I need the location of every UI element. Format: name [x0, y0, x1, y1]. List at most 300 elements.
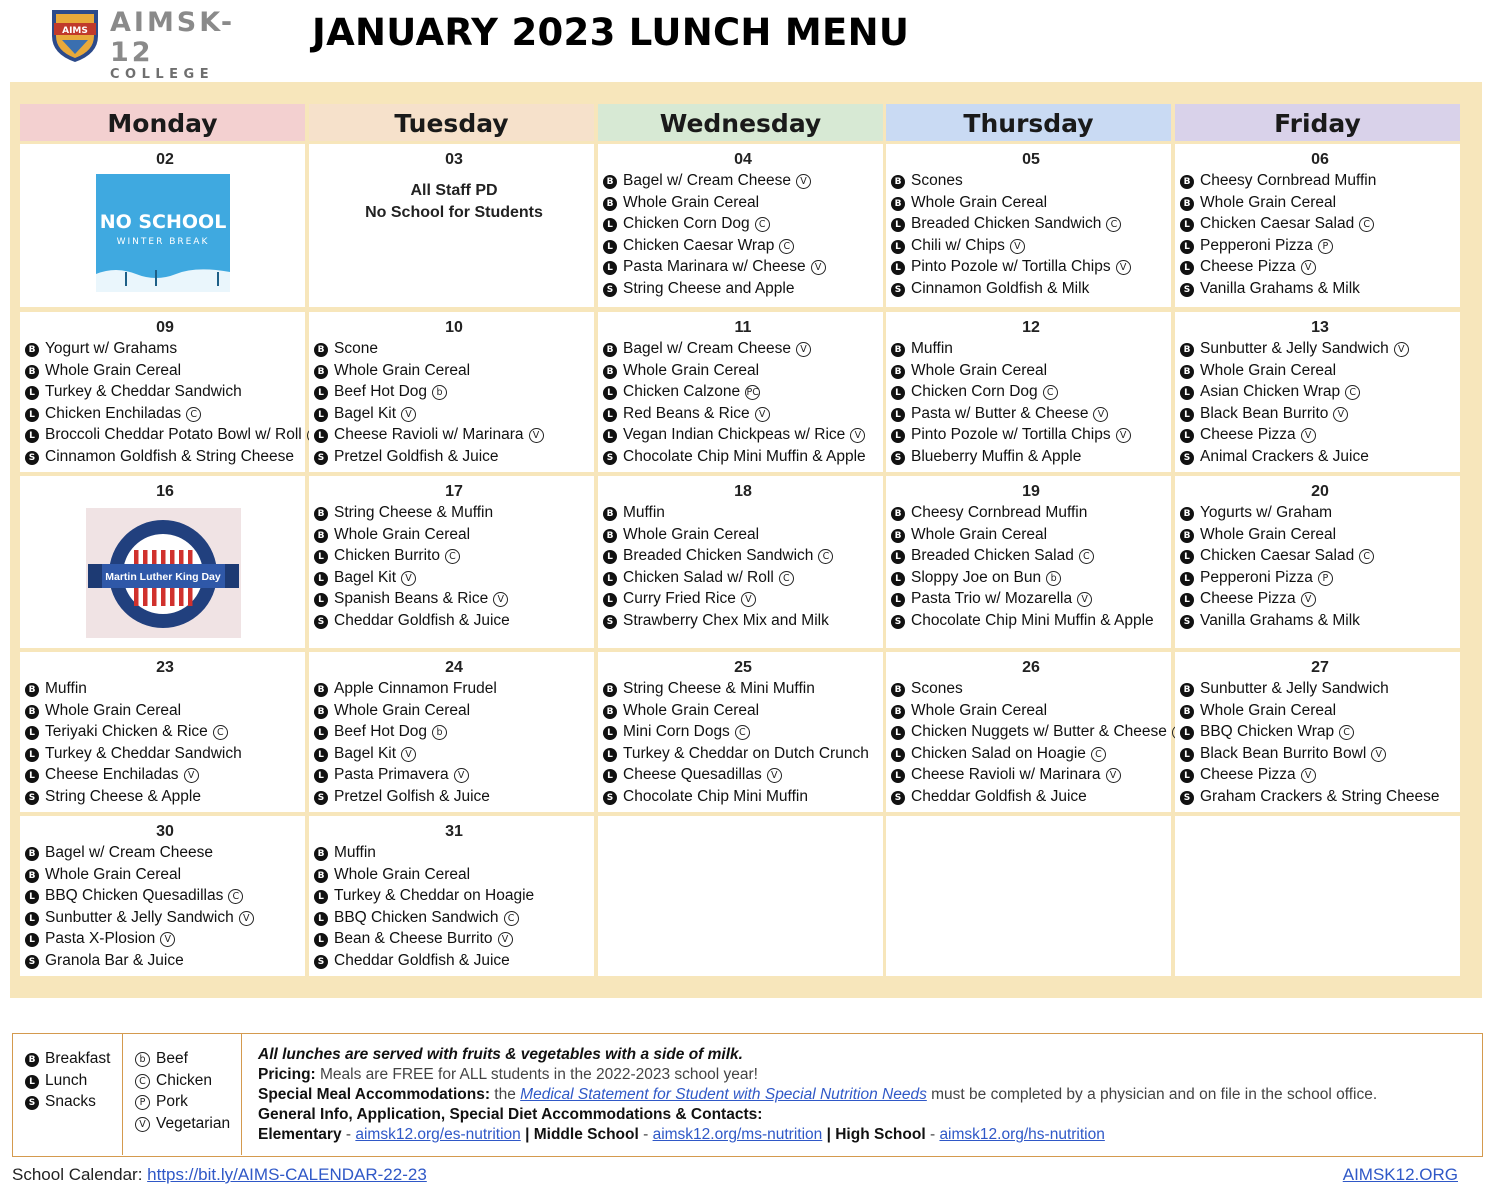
menu-item-text: Chicken Salad w/ Roll [623, 568, 774, 586]
menu-item-text: Chicken Burrito [334, 547, 440, 565]
menu-item-text: Whole Grain Cereal [911, 193, 1048, 211]
menu-item [603, 567, 883, 589]
diet-tag-icon: V [1371, 747, 1386, 762]
menu-item-text: Pasta Marinara w/ Cheese [623, 258, 806, 276]
day-cell [1175, 144, 1460, 307]
meal-type-icon: B [314, 847, 328, 861]
info-line-links [258, 1125, 1377, 1145]
day-cell [886, 476, 1171, 648]
day-cell [309, 816, 594, 976]
elementary-nutrition-link[interactable]: aimsk12.org/es-nutrition [355, 1126, 521, 1143]
menu-item [25, 403, 305, 425]
date-number: 17 [445, 483, 463, 500]
mlk-day-text: Martin Luther King Day [105, 571, 221, 583]
diet-tag-icon: V [239, 911, 254, 926]
meal-type-icon: L [891, 593, 905, 607]
menu-item-text: Cheesy Cornbread Muffin [911, 504, 1088, 521]
menu-item [891, 786, 1171, 808]
menu-item-text: Chicken Salad on Hoagie [911, 744, 1086, 762]
menu-item [603, 360, 883, 382]
diet-tag-icon: C [135, 1074, 150, 1089]
menu-item [314, 764, 594, 786]
menu-item [603, 545, 883, 567]
day-cell [1175, 476, 1460, 648]
menu-item [25, 907, 305, 929]
menu-item [891, 678, 1171, 700]
date-number: 09 [156, 319, 174, 336]
special-pre: the [490, 1086, 521, 1103]
menu-item [1180, 700, 1460, 722]
diet-tag-icon: V [741, 592, 756, 607]
menu-item-text: Red Beans & Rice [623, 404, 750, 422]
menu-item-text: Pretzel Golfish & Juice [334, 787, 490, 805]
day-cell [20, 816, 305, 976]
day-note: No School for Students [365, 203, 543, 221]
date-number: 27 [1311, 659, 1329, 676]
meal-type-icon: B [603, 343, 617, 357]
diet-tag-icon: V [1301, 260, 1316, 275]
menu-item-text: Whole Grain Cereal [334, 865, 471, 883]
menu-item-text: Scones [911, 172, 963, 189]
diet-tag-icon: C [779, 239, 794, 254]
menu-item-text: Sunbutter & Jelly Sandwich [45, 908, 234, 926]
menu-item [314, 502, 594, 524]
meal-type-icon: S [314, 451, 328, 465]
menu-item-text: Cheese Pizza [1200, 590, 1296, 608]
day-cell [598, 144, 883, 307]
menu-item [1180, 446, 1460, 468]
menu-item [891, 743, 1171, 765]
diet-tag-icon: V [493, 592, 508, 607]
meal-type-icon: L [891, 726, 905, 740]
date-number: 20 [1311, 483, 1329, 500]
menu-item-text: Chicken Nuggets w/ Butter & Cheese [911, 723, 1167, 741]
menu-item [603, 278, 883, 300]
menu-item [25, 764, 305, 786]
menu-item-text: Pinto Pozole w/ Tortilla Chips [911, 426, 1111, 444]
menu-item [314, 567, 594, 589]
legend-diet-row [135, 1048, 241, 1070]
date-number: 04 [734, 151, 752, 168]
meal-type-icon: S [25, 1096, 39, 1110]
date-number: 16 [156, 483, 174, 500]
menu-item-text: Beef Hot Dog [334, 383, 428, 401]
meal-type-icon: B [1180, 175, 1194, 189]
meal-type-icon: L [1180, 572, 1194, 586]
day-cell [20, 476, 305, 648]
menu-item-text: Cheddar Goldfish & Juice [334, 611, 510, 629]
diet-tag-icon: C [228, 889, 243, 904]
menu-item [314, 786, 594, 808]
menu-item-text: Pasta Trio w/ Mozarella [911, 590, 1073, 608]
menu-item [314, 700, 594, 722]
menu-item-text: Cheese Pizza [1200, 766, 1296, 784]
menu-item [314, 588, 594, 610]
legend-meal-label: Breakfast [45, 1050, 111, 1067]
menu-item [891, 338, 1171, 360]
menu-item [25, 360, 305, 382]
date-number: 24 [445, 659, 463, 676]
menu-item-text: Pinto Pozole w/ Tortilla Chips [911, 258, 1111, 276]
menu-item [603, 764, 883, 786]
menu-item-text: Muffin [623, 504, 665, 521]
no-school-image [96, 174, 230, 292]
day-cell [309, 144, 594, 307]
crest-text: AIMS [62, 26, 88, 36]
menu-item-text: Whole Grain Cereal [1200, 525, 1337, 543]
diet-tag-icon: V [796, 342, 811, 357]
menu-item [314, 524, 594, 546]
menu-item [603, 678, 883, 700]
menu-item-text: Muffin [911, 340, 953, 357]
menu-item-text: Vanilla Grahams & Milk [1200, 611, 1360, 629]
elementary-label: Elementary [258, 1126, 342, 1143]
menu-item-text: Bagel w/ Cream Cheese [623, 172, 791, 189]
meal-type-icon: L [314, 593, 328, 607]
menu-item [314, 842, 594, 864]
diet-tag-icon: V [1116, 428, 1131, 443]
menu-item-text: Turkey & Cheddar on Hoagie [334, 887, 535, 905]
menu-item [603, 700, 883, 722]
menu-item [891, 764, 1171, 786]
legend-diet-label: Pork [156, 1093, 188, 1111]
legend-diet-row [135, 1091, 241, 1113]
meal-type-icon: B [891, 529, 905, 543]
meal-type-icon: B [891, 705, 905, 719]
legend-diet-label: Beef [156, 1050, 188, 1067]
day-cell [309, 652, 594, 812]
legend-diet-label: Vegetarian [156, 1114, 231, 1132]
calendar-link[interactable]: https://bit.ly/AIMS-CALENDAR-22-23 [147, 1165, 427, 1184]
day-cell [598, 312, 883, 472]
menu-item-text: Bagel w/ Cream Cheese [45, 844, 213, 861]
menu-item [603, 588, 883, 610]
dash-1: - [341, 1126, 356, 1143]
menu-item [603, 403, 883, 425]
diet-tag-icon: V [811, 260, 826, 275]
diet-tag-icon: C [1345, 385, 1360, 400]
meal-type-icon: S [603, 615, 617, 629]
menu-item [891, 545, 1171, 567]
meal-type-icon: S [891, 451, 905, 465]
diet-tag-icon: b [432, 725, 447, 740]
meal-type-icon: L [891, 769, 905, 783]
special-post: must be completed by a physician and on file in the school office. [926, 1086, 1378, 1103]
meal-type-icon: B [891, 683, 905, 697]
legend-box [12, 1033, 1483, 1157]
meal-type-icon: B [1180, 705, 1194, 719]
info-line-lunches: All lunches are served with fruits & vegetables with a side of milk. [258, 1046, 743, 1063]
menu-item [314, 610, 594, 632]
calendar-grid [10, 82, 1482, 998]
school-logo [48, 6, 278, 82]
menu-item [314, 424, 594, 446]
menu-item-text: Whole Grain Cereal [911, 361, 1048, 379]
menu-item [1180, 721, 1460, 743]
day-header-friday: Friday [1175, 104, 1460, 141]
day-cell [886, 312, 1171, 472]
menu-item [891, 502, 1171, 524]
menu-item [891, 721, 1171, 743]
middle-school-nutrition-link[interactable]: aimsk12.org/ms-nutrition [652, 1126, 823, 1143]
menu-item [1180, 338, 1460, 360]
meal-type-icon: L [1180, 769, 1194, 783]
menu-item [25, 678, 305, 700]
menu-item-text: Teriyaki Chicken & Rice [45, 723, 208, 741]
menu-item [314, 721, 594, 743]
menu-item-text: Granola Bar & Juice [45, 951, 184, 969]
meal-type-icon: L [891, 386, 905, 400]
menu-item [1180, 213, 1460, 235]
meal-type-icon: S [603, 451, 617, 465]
meal-type-icon: L [891, 748, 905, 762]
site-link[interactable]: AIMSK12.ORG [1342, 1165, 1458, 1184]
meal-type-icon: L [314, 386, 328, 400]
dash-2: - [638, 1126, 653, 1143]
date-number: 10 [445, 319, 463, 336]
diet-tag-icon: C [1079, 549, 1094, 564]
menu-item [25, 381, 305, 403]
diet-tag-icon: C [1359, 217, 1374, 232]
diet-tag-icon: P [135, 1095, 150, 1110]
diet-tag-icon: V [1394, 342, 1409, 357]
general-info-label: General Info, Application, Special Diet Accommodations & Contacts: [258, 1106, 763, 1123]
menu-item [603, 786, 883, 808]
diet-tag-icon: V [850, 428, 865, 443]
medical-statement-link[interactable]: Medical Statement for Student with Special Nutrition Needs [520, 1086, 927, 1103]
meal-type-icon: S [603, 791, 617, 805]
meal-type-icon: L [314, 408, 328, 422]
menu-item [891, 235, 1171, 257]
menu-item-text: Broccoli Cheddar Potato Bowl w/ Roll [45, 426, 302, 444]
menu-item [603, 721, 883, 743]
menu-item [891, 360, 1171, 382]
menu-item [603, 610, 883, 632]
diet-tag-icon: V [1301, 592, 1316, 607]
pricing-label: Pricing: [258, 1066, 316, 1083]
meal-type-icon: S [1180, 283, 1194, 297]
meal-type-icon: L [1180, 218, 1194, 232]
day-header-tuesday: Tuesday [309, 104, 594, 141]
diet-tag-icon: V [529, 428, 544, 443]
menu-item-text: Whole Grain Cereal [623, 525, 760, 543]
day-cell [309, 312, 594, 472]
menu-item-text: Spanish Beans & Rice [334, 590, 489, 608]
date-number: 12 [1022, 319, 1040, 336]
meal-type-icon: B [314, 343, 328, 357]
menu-item [25, 424, 305, 446]
calendar-label: School Calendar: [12, 1165, 148, 1184]
diet-tag-icon: V [1106, 768, 1121, 783]
meal-legend [13, 1034, 123, 1155]
date-number: 18 [734, 483, 752, 500]
day-header-thursday: Thursday [886, 104, 1171, 141]
menu-item-text: Curry Fried Rice [623, 590, 736, 608]
menu-item [1180, 360, 1460, 382]
menu-item [1180, 786, 1460, 808]
menu-item-text: Cheddar Goldfish & Juice [911, 787, 1087, 805]
menu-item-text: Turkey & Cheddar Sandwich [45, 744, 242, 762]
meal-type-icon: L [603, 240, 617, 254]
menu-item [1180, 743, 1460, 765]
pipe-2: | [822, 1126, 836, 1143]
meal-type-icon: B [603, 683, 617, 697]
menu-item [25, 700, 305, 722]
menu-item [1180, 235, 1460, 257]
menu-item [314, 338, 594, 360]
diet-legend [124, 1034, 242, 1155]
meal-type-icon: B [1180, 529, 1194, 543]
menu-item [1180, 545, 1460, 567]
day-cell [598, 652, 883, 812]
menu-item-text: Pasta w/ Butter & Cheese [911, 404, 1089, 422]
meal-type-icon: L [25, 890, 39, 904]
diet-tag-icon: P [1318, 571, 1333, 586]
menu-item-text: Bean & Cheese Burrito [334, 930, 493, 948]
meal-type-icon: L [1180, 261, 1194, 275]
menu-item-text: Beef Hot Dog [334, 723, 428, 741]
day-cell [309, 476, 594, 648]
legend-meal-row [25, 1070, 122, 1092]
meal-type-icon: B [1180, 507, 1194, 521]
menu-item-text: BBQ Chicken Sandwich [334, 908, 499, 926]
menu-item-text: Chicken Caesar Salad [1200, 547, 1355, 565]
day-note: All Staff PD [410, 182, 498, 199]
meal-type-icon: B [603, 705, 617, 719]
menu-item-text: Cheese Enchiladas [45, 766, 179, 784]
meal-type-icon: L [1180, 726, 1194, 740]
menu-item [891, 381, 1171, 403]
menu-item-text: Cheese Ravioli w/ Marinara [911, 766, 1101, 784]
menu-item-text: Pepperoni Pizza [1200, 236, 1313, 254]
menu-item-text: Cinnamon Goldfish & String Cheese [45, 447, 294, 465]
meal-type-icon: L [1180, 429, 1194, 443]
diet-tag-icon: V [401, 747, 416, 762]
menu-item [1180, 678, 1460, 700]
menu-item [891, 192, 1171, 214]
meal-type-icon: L [314, 429, 328, 443]
meal-type-icon: B [25, 705, 39, 719]
menu-item-text: Cheese Quesadillas [623, 766, 762, 784]
meal-type-icon: S [891, 283, 905, 297]
diet-tag-icon: C [504, 911, 519, 926]
menu-item [314, 950, 594, 972]
menu-item-text: BBQ Chicken Wrap [1200, 723, 1335, 741]
meal-type-icon: S [603, 283, 617, 297]
menu-item-text: Chocolate Chip Mini Muffin & Apple [623, 447, 866, 465]
menu-item-text: Chicken Enchiladas [45, 404, 182, 422]
meal-type-icon: L [603, 386, 617, 400]
menu-item [314, 743, 594, 765]
diet-tag-icon: V [755, 407, 770, 422]
menu-item-text: Pasta X-Plosion [45, 930, 156, 948]
diet-tag-icon: V [1301, 428, 1316, 443]
diet-tag-icon: V [401, 571, 416, 586]
meal-type-icon: L [25, 429, 39, 443]
menu-item-text: Vegan Indian Chickpeas w/ Rice [623, 426, 846, 444]
menu-item-text: BBQ Chicken Quesadillas [45, 887, 224, 905]
menu-item-text: Scones [911, 680, 963, 697]
day-cell [20, 312, 305, 472]
menu-item [891, 170, 1171, 192]
legend-meal-row [25, 1048, 122, 1070]
menu-item [25, 446, 305, 468]
day-cell [886, 816, 1171, 976]
menu-item-text: Animal Crackers & Juice [1200, 447, 1369, 465]
day-cell [1175, 652, 1460, 812]
meal-type-icon: B [314, 507, 328, 521]
day-cell [598, 816, 883, 976]
meal-type-icon: B [603, 365, 617, 379]
menu-item [603, 170, 883, 192]
meal-type-icon: L [314, 748, 328, 762]
menu-item-text: Cinnamon Goldfish & Milk [911, 279, 1090, 297]
meal-type-icon: S [1180, 615, 1194, 629]
menu-item [25, 864, 305, 886]
pricing-text: Meals are FREE for ALL students in the 2022-2023 school year! [315, 1066, 758, 1083]
meal-type-icon: L [1180, 748, 1194, 762]
menu-item-text: Breaded Chicken Sandwich [911, 215, 1102, 233]
menu-item [314, 381, 594, 403]
date-number: 13 [1311, 319, 1329, 336]
menu-item [891, 424, 1171, 446]
menu-item [314, 446, 594, 468]
meal-type-icon: B [314, 683, 328, 697]
date-number: 11 [734, 319, 752, 336]
meal-type-icon: L [314, 572, 328, 586]
logo-line1: AIMSK-12 [110, 7, 236, 68]
crest-icon [48, 6, 102, 64]
menu-item-text: Whole Grain Cereal [334, 361, 471, 379]
menu-item [314, 928, 594, 950]
menu-item-text: String Cheese & Muffin [334, 504, 494, 521]
meal-type-icon: L [25, 933, 39, 947]
menu-item [314, 360, 594, 382]
meal-type-icon: L [603, 408, 617, 422]
menu-item [1180, 588, 1460, 610]
meal-type-icon: B [1180, 365, 1194, 379]
day-cell [1175, 312, 1460, 472]
meal-type-icon: L [891, 572, 905, 586]
menu-item [25, 721, 305, 743]
menu-item [603, 213, 883, 235]
meal-type-icon: B [25, 365, 39, 379]
menu-item-text: Whole Grain Cereal [623, 701, 760, 719]
menu-item [1180, 524, 1460, 546]
menu-item [314, 545, 594, 567]
meal-type-icon: L [603, 550, 617, 564]
school-calendar [12, 1165, 427, 1185]
menu-item-text: Chocolate Chip Mini Muffin [623, 787, 808, 805]
date-number: 26 [1022, 659, 1040, 676]
menu-item [314, 403, 594, 425]
diet-tag-icon: C [818, 549, 833, 564]
menu-item-text: Whole Grain Cereal [1200, 193, 1337, 211]
diet-tag-icon: PC [746, 387, 759, 399]
day-cell [20, 652, 305, 812]
meal-type-icon: L [25, 1075, 39, 1089]
day-cell [886, 144, 1171, 307]
meal-type-icon: L [891, 261, 905, 275]
special-label: Special Meal Accommodations: [258, 1086, 490, 1103]
high-school-nutrition-link[interactable]: aimsk12.org/hs-nutrition [939, 1126, 1105, 1143]
meal-type-icon: L [314, 726, 328, 740]
day-cell [1175, 816, 1460, 976]
meal-type-icon: L [1180, 240, 1194, 254]
diet-tag-icon: C [213, 725, 228, 740]
diet-tag-icon: V [135, 1117, 150, 1132]
menu-item [891, 213, 1171, 235]
